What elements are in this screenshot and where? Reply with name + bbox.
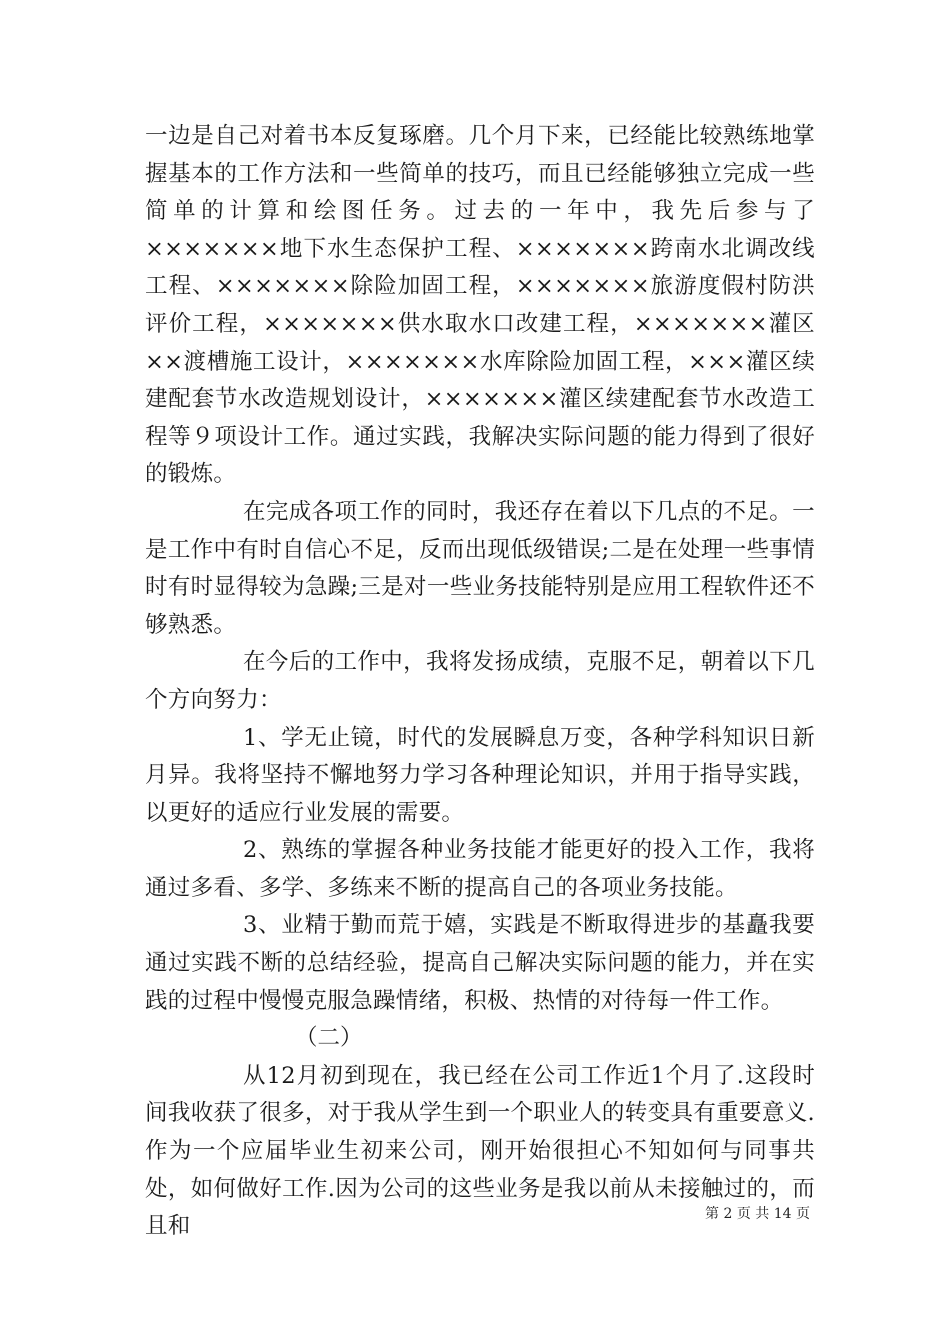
paragraph-item-3: 3、业精于勤而荒于嬉，实践是不断取得进步的基矗我要通过实践不断的总结经验，提高自己解决实际问题的能力，并在实践的过程中慢慢克服急躁情绪，积极、热情的对待每一件工作。 (145, 912, 815, 1014)
document-body (145, 118, 815, 1246)
paragraph-section-two: 从12月初到现在，我已经在公司工作近1个月了.这段时间我收获了很多，对于我从学生到一个职业人的转变具有重要意义.作为一个应届毕业生初来公司，刚开始很担心不知如何与同事共处，如何做好工作.因为公司的这些业务是我以前从未接触过的，而且和 (145, 1062, 815, 1240)
section-heading: （二） (295, 1025, 363, 1052)
paragraph-future-direction: 在今后的工作中，我将发扬成绩，克服不足，朝着以下几个方向努力： (145, 649, 815, 713)
paragraph-shortcomings: 在完成各项工作的同时，我还存在着以下几点的不足。一是工作中有时自信心不足，反而出现低级错误;二是在处理一些事情时有时显得较为急躁;三是对一些业务技能特别是应用工程软件还不够熟悉。 (145, 498, 815, 638)
page-number-footer: 第 2 页 共 14 页 (705, 1206, 810, 1222)
paragraph-work-experience: 一边是自己对着书本反复琢磨。几个月下来，已经能比较熟练地掌握基本的工作方法和一些简单的技巧，而且已经能够独立完成一些简单的计算和绘图任务。过去的一年中，我先后参与了×××××××地下水生态保护工程、×××××××跨南水北调改线工程、×××××××除险加固工程，×××××××旅游度假村防洪评价工程，×××××××供水取水口改建工程，×××××××灌区××渡槽施工设计，×××××××水库除险加固工程，×××灌区续建配套节水改造规划设计，×××××××灌区续建配套节水改造工程等９项设计工作。通过实践，我解决实际问题的能力得到了很好的锻炼。 (145, 123, 815, 488)
paragraph-item-1: 1、学无止镜，时代的发展瞬息万变，各种学科知识日新月异。我将坚持不懈地努力学习各种理论知识，并用于指导实践，以更好的适应行业发展的需要。 (145, 724, 815, 826)
paragraph-item-2: 2、熟练的掌握各种业务技能才能更好的投入工作，我将通过多看、多学、多练来不断的提高自己的各项业务技能。 (145, 837, 815, 901)
